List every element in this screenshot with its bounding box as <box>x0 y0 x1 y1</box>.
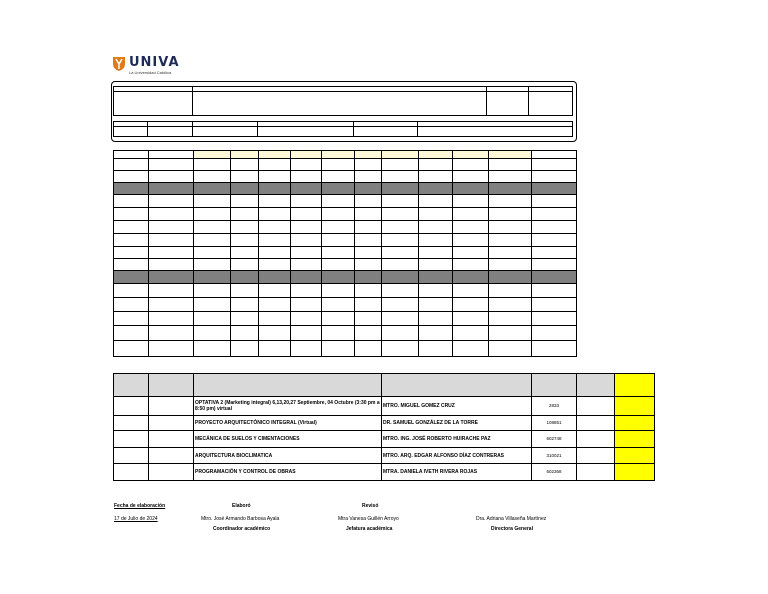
grid-band <box>114 183 577 195</box>
header-cell <box>114 122 148 136</box>
director-role: Directora General <box>491 526 533 532</box>
director-name: Dra. Adriana Villaseña Martínez <box>476 516 547 522</box>
grid-row <box>114 221 577 234</box>
course-row <box>114 431 655 448</box>
course-code: 2833 <box>532 397 577 416</box>
header-cell <box>114 87 193 115</box>
univa-shield-icon <box>112 56 126 72</box>
schedule-grid <box>113 150 577 357</box>
univa-logo <box>112 56 180 75</box>
header-cell <box>529 87 572 115</box>
elaboro-name: Mtro. José Armando Barbosa Ayala <box>201 516 280 522</box>
course-code: 108851 <box>532 416 577 431</box>
elaboro-role: Coordinador académico <box>213 526 271 532</box>
reviso-name: Mtra Vanesa Guillén Arroyo <box>338 516 399 522</box>
grid-row <box>114 171 577 183</box>
course-row <box>114 448 655 464</box>
grid-row <box>114 326 577 341</box>
course-subject: MECÁNICA DE SUELOS Y CIMENTACIONES <box>194 431 382 448</box>
courses-header-row <box>114 374 655 397</box>
course-teacher: MTRO. ING. JOSÉ ROBERTO HUIRACHE PAZ <box>382 431 532 448</box>
grid-row <box>114 341 577 357</box>
header-cell <box>418 122 572 136</box>
grid-row <box>114 259 577 271</box>
grid-row <box>114 208 577 221</box>
course-subject: ARQUITECTURA BIOCLIMATICA <box>194 448 382 464</box>
grid-row <box>114 195 577 208</box>
course-row <box>114 464 655 481</box>
course-code: 310021 <box>532 448 577 464</box>
course-row <box>114 416 655 431</box>
course-teacher: DR. SAMUEL GONZÁLEZ DE LA TORRE <box>382 416 532 431</box>
header-row-top <box>113 86 573 116</box>
date-label: Fecha de elaboración <box>114 503 166 509</box>
reviso-role: Jefatura académica <box>346 526 393 532</box>
date-value: 17 de Julio de 2024 <box>114 516 158 522</box>
grid-row <box>114 312 577 326</box>
header-cell <box>354 122 418 136</box>
courses-table <box>113 373 655 481</box>
course-teacher: MTRO. MIGUEL GOMEZ CRUZ <box>382 397 532 416</box>
course-subject: PROYECTO ARQUITECTÓNICO INTEGRAL (Virtual) <box>194 416 382 431</box>
header-cell <box>193 122 259 136</box>
logo-name: UNIVA <box>129 55 180 70</box>
course-subject: OPTATIVA 2 (Marketing integral) 6,13,20,27 Septiembre, 04 Octubre (3:30 pm a 8:50 pm) virtual <box>194 397 382 416</box>
course-teacher: MTRO. ARQ. EDGAR ALFONSO DÍAZ CONTRERAS <box>382 448 532 464</box>
grid-row <box>114 159 577 171</box>
header-cell <box>258 122 354 136</box>
grid-band <box>114 271 577 284</box>
elaboro-label: Elaboró <box>232 503 251 509</box>
header-cell <box>193 87 488 115</box>
grid-row <box>114 247 577 259</box>
logo-subtitle: La Universidad Católica <box>129 70 172 75</box>
header-row-bottom <box>113 121 573 137</box>
course-subject: PROGRAMACIÓN Y CONTROL DE OBRAS <box>194 464 382 481</box>
header-cell <box>148 122 193 136</box>
reviso-label: Revisó <box>362 503 379 509</box>
header-cell <box>487 87 529 115</box>
course-row <box>114 397 655 416</box>
grid-row <box>114 234 577 247</box>
course-code: 602748 <box>532 431 577 448</box>
course-code: 602368 <box>532 464 577 481</box>
course-teacher: MTRA. DANIELA IVETH RIVERA ROJAS <box>382 464 532 481</box>
grid-header-row <box>114 151 577 159</box>
grid-row <box>114 284 577 298</box>
grid-row <box>114 298 577 312</box>
